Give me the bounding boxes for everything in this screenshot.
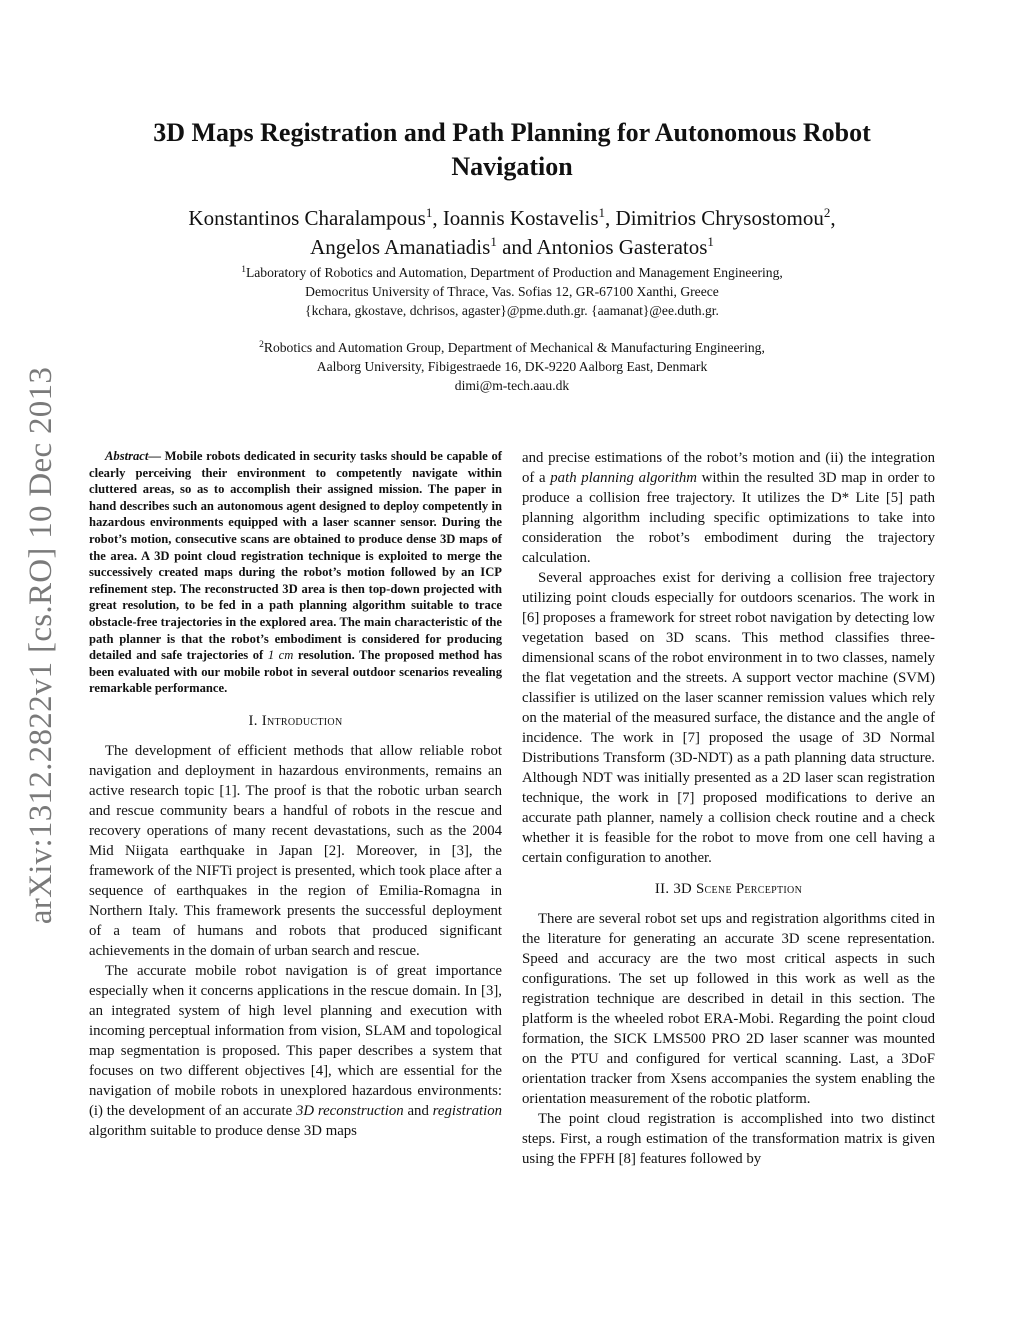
emphasis: registration xyxy=(432,1102,503,1119)
paragraph-text: within the resulted 3D map in order to produce a collision free trajectory. It utilizes the D* Lite [5] path planning algorithm including specific optimizations to take into consideration the robot’s embodiment during the trajectory calculation. xyxy=(522,470,935,566)
author-affiliation-mark: 1 xyxy=(490,234,497,249)
author-conjunction: and xyxy=(502,235,533,259)
author-name: Dimitrios Chrysostomou xyxy=(615,206,824,230)
affiliation-mark: 2 xyxy=(259,340,264,350)
section-heading-scene-perception: II. 3D Scene Perception xyxy=(654,881,803,897)
affiliation-2 xyxy=(100,338,924,395)
paper-title: 3D Maps Registration and Path Planning for Autonomous Robot Navigation xyxy=(153,118,871,181)
section-heading-introduction: I. Introduction xyxy=(248,712,343,729)
abstract-label: Abstract xyxy=(105,449,149,463)
abstract-text: Mobile robots dedicated in security tasks should be capable of clearly perceiving their environment to competently navigate within cluttered areas, so as to accomplish their assigned mission. The paper in hand describes such an autonomous agent designed to deploy competently in hazardous environments equipped with a laser scanner sensor. During the robot’s motion, consecutive scans are obtained to produce dense 3D maps of the area. A 3D point cloud registration technique is exploited to merge the successively created maps during the robot’s motion followed by an ICP refinement step. The reconstructed 3D area is then top-down projected with great resolution, to be fed in a path planning algorithm suitable to trace obstacle-free trajectories in the explored area. The main characteristic of the path planner is that the robot’s embodiment is considered for producing detailed and safe trajectories of xyxy=(89,449,502,663)
paragraph-text: and xyxy=(403,1102,433,1119)
paragraph: There are several robot set ups and registration algorithms cited in the literature for generating an accurate 3D scene representation. Speed and accuracy are the two most critical aspects in such configurations. The set up followed in this work as well as the registration technique are described in detail in this section. The platform is the wheeled robot ERA-Mobi. Regarding the point cloud formation, the SICK LMS500 PRO 2D laser scanner was mounted on the PTU and configured for vertical scanning. Last, a 3DoF orientation tracker from Xsens accompanies the system enabling the orientation measurement of the robotic platform. xyxy=(522,911,935,1107)
abstract-resolution: 1 cm xyxy=(267,648,294,663)
affiliation-email: dimi@m-tech.aau.dk xyxy=(454,378,570,393)
author-affiliation-mark: 2 xyxy=(823,205,831,220)
author-name: Konstantinos Charalampous xyxy=(188,206,426,230)
author-name: Ioannis Kostavelis xyxy=(442,206,599,230)
paragraph xyxy=(522,448,935,568)
abstract-dash: — xyxy=(148,449,161,463)
paragraph: Several approaches exist for deriving a collision free trajectory utilizing point clouds especially for outdoors scenarios. The work in [6] proposes a framework for street robot navigation by detecting low vegetation based on 3D scans. This method classifies three-dimensional scans of the robot environment in to two classes, namely the flat vegetation and the streets. A support vector machine (SVM) classifier is utilized on the laser scanner remission values which rely on the material of the measured surface, the distance and the angle of incidence. The work in [7] proposed the usage of 3D Normal Distributions Transform (3D-NDT) as a path planning data structure. Although NDT was initially presented as a 2D laser scan registration technique, the work in [7] proposed modifications to derive an accurate path planner, namely a collision check routine and a check whether it is feasible for the robot to move from one cell having a certain configuration to another. xyxy=(522,570,935,866)
affiliation-mark: 1 xyxy=(241,265,246,275)
emphasis: 3D reconstruction xyxy=(295,1102,404,1119)
affiliation-line: Laboratory of Robotics and Automation, Department of Production and Management Engineering, xyxy=(245,265,783,280)
affiliation-1 xyxy=(100,263,924,320)
author-affiliation-mark: 1 xyxy=(425,205,433,220)
affiliation-line: Robotics and Automation Group, Department of Mechanical & Manufacturing Engineering, xyxy=(263,340,765,355)
paragraph-text: and precise estimations of the robot’s motion and (ii) the integration of a xyxy=(522,450,935,486)
paragraph xyxy=(89,961,502,1141)
left-column xyxy=(89,448,502,1141)
emphasis: path planning algorithm xyxy=(550,470,697,486)
paragraph: The development of efficient methods that allow reliable robot navigation and deployment in hazardous environments, remains an active research topic [1]. The proof is that the robotic urban search and rescue community bears a handful of robots in the rescue and recovery operations of many recent devastations, such as the 2004 Mid Niigata earthquake in Japan [2]. Moreover, in [3], the framework of the NIFTi project is presented, which took place after a sequence of earthquakes in the region of Emilia-Romagna in Northern Italy. This framework presents the successful deployment of a team of humans and robots that produced significant achievements in the domain of urban search and rescue. xyxy=(89,742,502,959)
arxiv-identifier: arXiv:1312.2822v1 [cs.RO] 10 Dec 2013 xyxy=(23,366,60,924)
paragraph-text: algorithm suitable to produce dense 3D maps xyxy=(89,1122,357,1139)
right-column xyxy=(522,448,935,1169)
affiliation-line: Democritus University of Thrace, Vas. Sofias 12, GR-67100 Xanthi, Greece xyxy=(305,284,719,299)
author-list: Konstantinos Charalampous$^1$, Ioannis Kostavelis$^1$, Dimitrios Chrysostomou$^2$, Angelos Amanatiadis$^1$ and Antonios Gasteratos$^1$ xyxy=(188,205,836,259)
affiliation-emails: {kchara, gkostave, dchrisos, agaster}@pme.duth.gr. {aamanat}@ee.duth.gr. xyxy=(305,303,719,318)
paragraph-text: The accurate mobile robot navigation is of great importance especially when it concerns applications in the rescue domain. In [3], an integrated system of high level planning and execution with incoming perceptual information from vision, SLAM and topological map segmentation is proposed. This paper describes a system that focuses on two different objectives [4], which are essential for the navigation of mobile robots in unexplored hazardous environments: (i) the development of an accurate xyxy=(89,962,502,1119)
author-affiliation-mark: 1 xyxy=(598,205,606,220)
author-name: Angelos Amanatiadis xyxy=(310,235,491,259)
author-affiliation-mark: 1 xyxy=(707,234,714,249)
arxiv-stamp xyxy=(22,360,62,930)
paragraph: The point cloud registration is accomplished into two distinct steps. First, a rough estimation of the transformation matrix is given using the FPFH [8] features followed by xyxy=(522,1111,935,1167)
author-name: Antonios Gasteratos xyxy=(536,235,708,259)
abstract xyxy=(89,448,502,697)
abstract-text: resolution. The proposed method has been evaluated with our mobile robot in several outdoor scenarios revealing remarkable performance. xyxy=(89,648,502,696)
affiliation-line: Aalborg University, Fibigestraede 16, DK-9220 Aalborg East, Denmark xyxy=(316,359,708,374)
